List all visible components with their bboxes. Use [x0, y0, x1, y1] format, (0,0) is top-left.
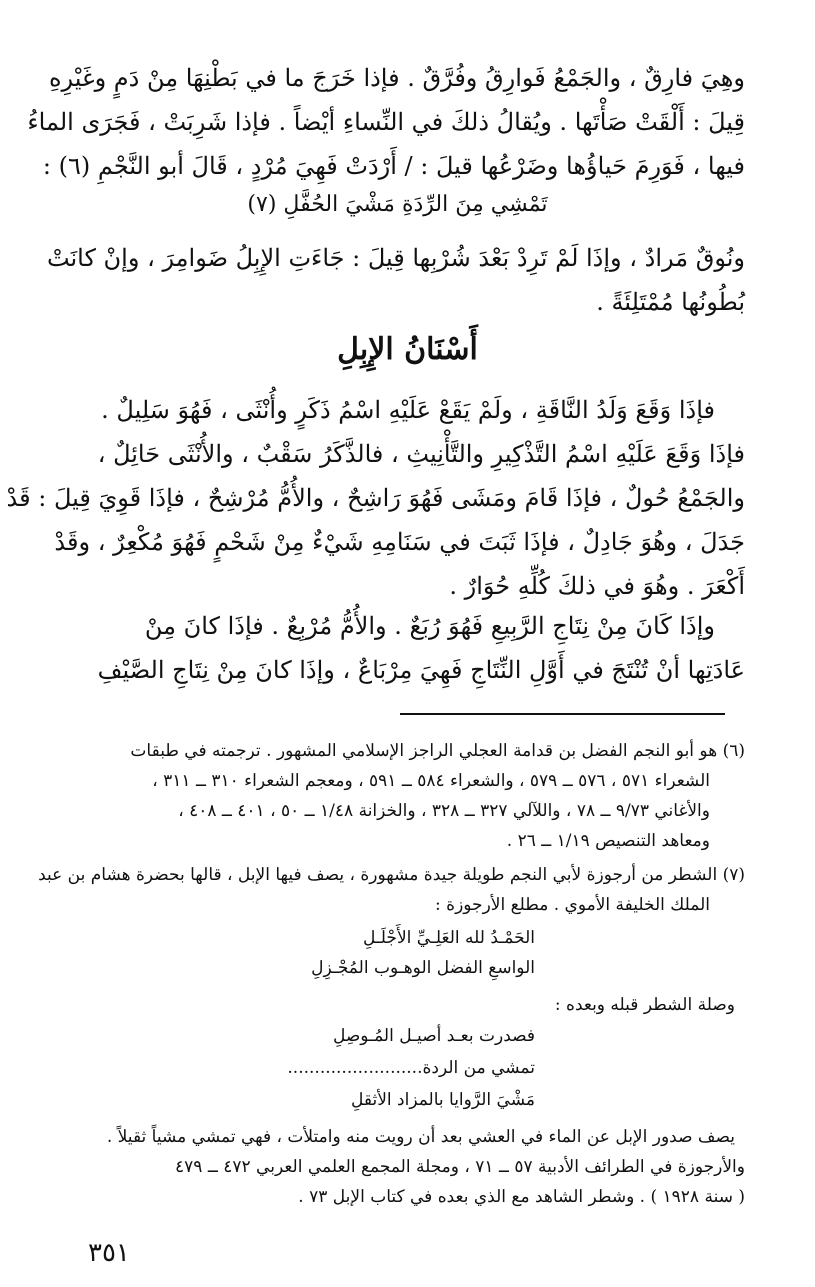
body-line: عَادَتِها أنْ تُنْتَجَ في أَوَّلِ النِّتَاجِ فَهِيَ مِرْبَاعٌ ، وإذَا كانَ مِنْ نِتَاجِ الصَّيْفِ — [97, 656, 745, 684]
body-line: فإذَا وَقَعَ وَلَدُ النَّاقَةِ ، ولَمْ يَقَعْ عَلَيْهِ اسْمُ ذَكَرٍ وأُنْثَى ، فَهُوَ سَلِيلٌ . — [101, 396, 715, 424]
body-line: وإذَا كَانَ مِنْ نِتَاجِ الرَّبِيعِ فَهُوَ رُبَعٌ . والأُمُّ مُرْبِعٌ . فإذَا كانَ مِنْ — [144, 612, 715, 640]
body-line: جَدَلَ ، وهُوَ جَادِلٌ ، فإذَا ثَبَتَ في سَنَامِهِ شَيْءٌ مِنْ شَحْمٍ فَهُوَ مُكْعِرٌ ، وقَدْ — [54, 528, 745, 556]
footnote-line: (٦) هو أبو النجم الفضل بن قدامة العجلي الراجز الإسلامي المشهور . ترجمته في طبقات — [130, 741, 745, 761]
body-line: قِيلَ : أَلْقَتْ صَأْتَها . ويُقالُ ذلكَ في النِّساءِ أيْضاً . فإذا شَرِبَتْ ، فَجَرَى الماءُ — [27, 108, 745, 136]
body-line: والجَمْعُ حُولٌ ، فإذَا قَامَ ومَشَى فَهُوَ رَاشِحٌ ، والأُمُّ مُرْشِحٌ ، فإذَا قَوِيَ قِيلَ : قَدْ — [6, 484, 745, 512]
footnote-verse: الواسعِ الفضل الوهـوب المُجْـزِلِ — [311, 958, 535, 978]
footnote-line: والأرجوزة في الطرائف الأدبية ٥٧ ــ ٧١ ، ومجلة المجمع العلمي العربي ٤٧٢ ــ ٤٧٩ — [175, 1157, 745, 1177]
footnote-line: ( سنة ١٩٢٨ ) . وشطر الشاهد مع الذي بعده في كتاب الإبل ٧٣ . — [298, 1187, 745, 1207]
footnote-line: الملك الخليفة الأموي . مطلع الأرجوزة : — [435, 895, 710, 915]
section-heading: أَسْنَانُ الإِبِلِ — [337, 332, 478, 367]
footnote-verse: تمشي من الردة......................... — [287, 1058, 535, 1078]
body-line: ونُوقٌ مَرادٌ ، وإذَا لَمْ تَرِدْ بَعْدَ شُرْبِها قِيلَ : جَاءَتِ الإِبِلُ ضَوامِرَ ، وإنْ كانَتْ — [46, 244, 745, 272]
footnote-line: وصلة الشطر قبله وبعده : — [554, 995, 735, 1015]
body-line: فيها ، فَوَرِمَ حَياؤُها وضَرْعُها قيلَ : / أَرْدَتْ فَهِيَ مُرْدٍ ، قَالَ أبو النَّجْمِ (٦) : — [42, 152, 745, 180]
footnote-line: (٧) الشطر من أرجوزة لأبي النجم طويلة جيدة مشهورة ، يصف فيها الإبل ، قالها بحضرة هشام بن عبد — [38, 865, 745, 885]
footnote-verse: مَشْيَ الرَّوايا بالمزاد الأثقلِ — [351, 1090, 535, 1110]
footnote-line: يصف صدور الإبل عن الماء في العشي بعد أن رويت منه وامتلأت ، فهي تمشي مشياً ثقيلاً . — [106, 1127, 735, 1147]
footnote-verse: فصدرت بعـد أصيـل المُـوصِلِ — [333, 1026, 535, 1046]
body-line: أَكْعَرَ . وهُوَ في ذلكَ كُلِّهِ حُوَارٌ . — [449, 572, 745, 600]
page-number: ٣٥١ — [88, 1238, 130, 1268]
body-line: فإذَا وَقَعَ عَلَيْهِ اسْمُ التَّذْكِيرِ والتَّأْنِيثِ ، فالذَّكَرُ سَقْبٌ ، والأُنْثَى حَائِلٌ ، — [97, 440, 745, 468]
footnote-separator — [400, 713, 725, 715]
body-line: بُطُونُها مُمْتَلِئَةً . — [596, 288, 745, 316]
footnote-line: الشعراء ٥٧١ ، ٥٧٦ ــ ٥٧٩ ، والشعراء ٥٨٤ ــ ٥٩١ ، ومعجم الشعراء ٣١٠ ــ ٣١١ ، — [152, 771, 710, 791]
footnote-line: والأغاني ٩/٧٣ ــ ٧٨ ، واللآلي ٣٢٧ ــ ٣٢٨ ، والخزانة ١/٤٨ ــ ٥٠ ، ٤٠١ ــ ٤٠٨ ، — [178, 801, 710, 821]
footnote-line: ومعاهد التنصيص ١/١٩ ــ ٢٦ . — [506, 831, 710, 851]
footnote-verse: الحَمْـدُ لله العَلِـيِّ الأَجْلَـلِ — [362, 928, 535, 948]
body-line: وهِيَ فارِقٌ ، والجَمْعُ فَوارِقُ وفُرَّقٌ . فإذا خَرَجَ ما في بَطْنِهَا مِنْ دَمٍ وغَيْرِهِ — [48, 64, 745, 92]
verse-line: تَمْشِي مِنَ الرِّدَةِ مَشْيَ الحُفَّلِ (٧) — [247, 192, 548, 217]
